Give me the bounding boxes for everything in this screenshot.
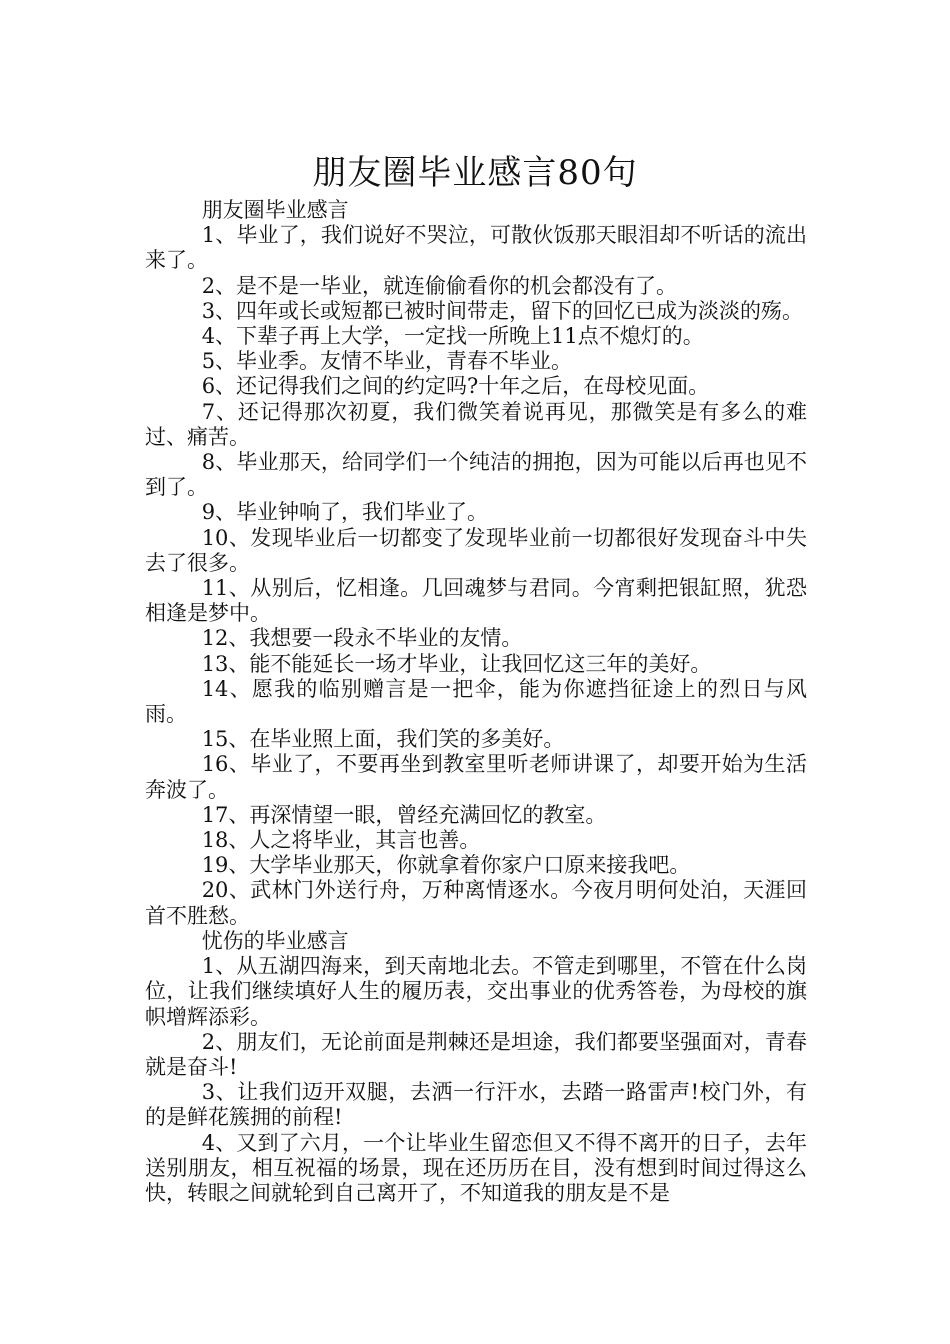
list-item: 19、大学毕业那天，你就拿着你家户口原来接我吧。	[201, 853, 691, 878]
section-heading: 忧伤的毕业感言	[201, 928, 349, 953]
list-item: 6、还记得我们之间的约定吗?十年之后，在母校见面。	[201, 374, 710, 399]
list-item: 8、毕业那天，给同学们一个纯洁的拥抱，因为可能以后再也见不到了。	[145, 450, 807, 500]
list-item: 9、毕业钟响了，我们毕业了。	[201, 500, 489, 525]
section-heading: 朋友圈毕业感言	[201, 198, 349, 222]
list-item: 5、毕业季。友情不毕业，青春不毕业。	[201, 349, 573, 374]
list-item: 17、再深情望一眼，曾经充满回忆的教室。	[201, 802, 607, 827]
list-item: 10、发现毕业后一切都变了发现毕业前一切都很好发现奋斗中失去了很多。	[145, 525, 807, 575]
list-item: 3、让我们迈开双腿，去洒一行汗水，去踏一路雷声!校门外，有的是鲜花簇拥的前程!	[145, 1080, 807, 1130]
list-item: 14、愿我的临别赠言是一把伞，能为你遮挡征途上的烈日与风雨。	[145, 676, 807, 727]
list-item: 4、下辈子再上大学，一定找一所晚上11点不熄灯的。	[201, 324, 704, 349]
list-item: 1、毕业了，我们说好不哭泣，可散伙饭那天眼泪却不听话的流出来了。	[145, 223, 807, 273]
list-item: 2、是不是一毕业，就连偷偷看你的机会都没有了。	[201, 273, 678, 298]
list-item: 7、还记得那次初夏，我们微笑着说再见，那微笑是有多么的难过、痛苦。	[145, 399, 807, 449]
document-body	[145, 198, 807, 1206]
list-item: 20、武林门外送行舟，万种离情逐水。今夜月明何处泊，天涯回首不胜愁。	[145, 878, 807, 928]
list-item: 18、人之将毕业，其言也善。	[201, 828, 481, 853]
list-item: 3、四年或长或短都已被时间带走，留下的回忆已成为淡淡的殇。	[201, 298, 804, 323]
list-item: 2、朋友们，无论前面是荆棘还是坦途，我们都要坚强面对，青春就是奋斗!	[145, 1029, 807, 1079]
list-item: 15、在毕业照上面，我们笑的多美好。	[201, 727, 565, 752]
list-item: 16、毕业了，不要再坐到教室里听老师讲课了，却要开始为生活奔波了。	[145, 752, 807, 802]
list-item: 1、从五湖四海来，到天南地北去。不管走到哪里，不管在什么岗位，让我们继续填好人生的履历表，交出事业的优秀答卷，为母校的旗帜增辉添彩。	[145, 954, 807, 1029]
list-item: 11、从别后，忆相逢。几回魂梦与君同。今宵剩把银缸照，犹恐相逢是梦中。	[145, 576, 807, 626]
list-item: 13、能不能延长一场才毕业，让我回忆这三年的美好。	[201, 651, 712, 676]
list-item: 12、我想要一段永不毕业的友情。	[201, 626, 523, 651]
page-title: 朋友圈毕业感言80句	[312, 152, 638, 193]
list-item: 4、又到了六月，一个让毕业生留恋但又不得不离开的日子，去年送别朋友，相互祝福的场景，现在还历历在目，没有想到时间过得这么快，转眼之间就轮到自己离开了，不知道我的朋友是不是	[145, 1130, 807, 1205]
